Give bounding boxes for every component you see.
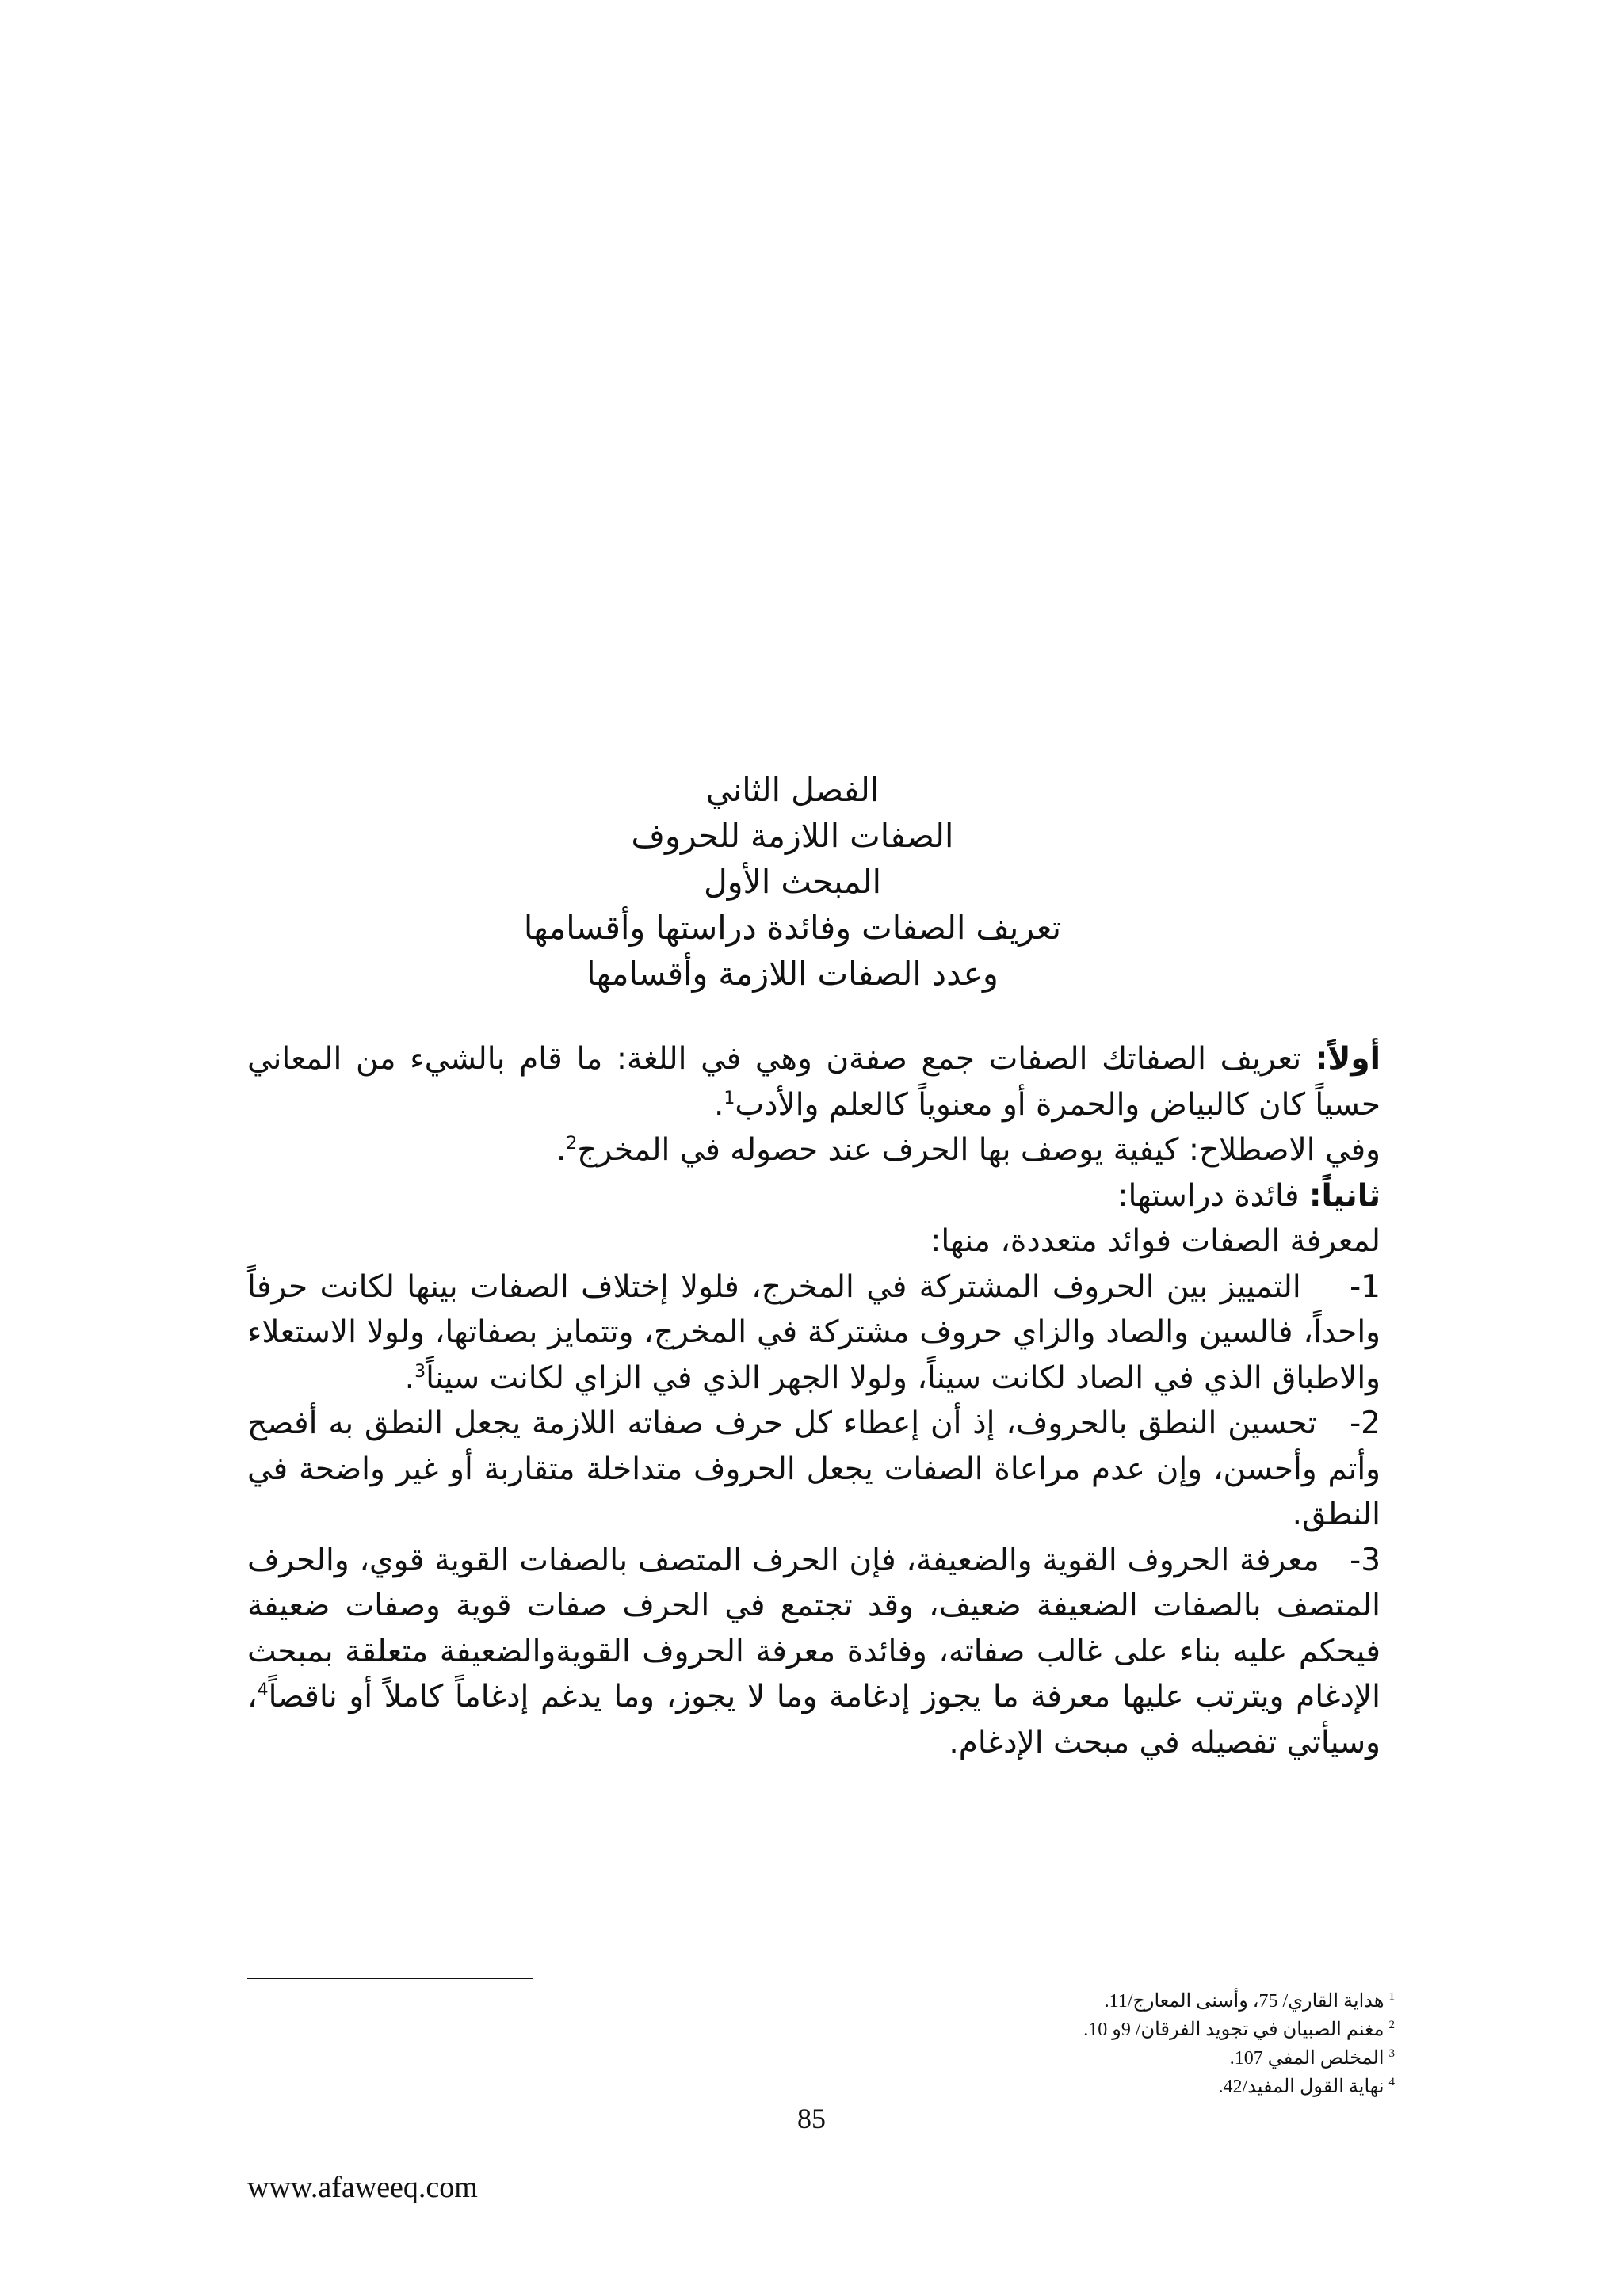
paragraph-benefit-heading: [247, 1173, 1381, 1219]
item-number: 2-: [1350, 1405, 1381, 1441]
item-text-tail: ، وسيأتي تفصيله في مبحث الإدغام.: [247, 1679, 1381, 1760]
item-number: 1-: [1350, 1268, 1381, 1305]
label-first: أولاً:: [1315, 1041, 1381, 1077]
body-text: [247, 1036, 1381, 1765]
period: .: [404, 1360, 415, 1396]
paragraph-definition-term: [247, 1127, 1381, 1173]
section-title: المبحث الأول: [703, 863, 882, 901]
period: .: [556, 1132, 567, 1168]
footnote-3: [872, 2044, 1395, 2073]
paragraph-benefits-intro: [247, 1219, 1381, 1264]
footnote-number: 2: [1388, 2019, 1395, 2031]
item-text: التمييز بين الحروف المشتركة في المخرج، فلولا إختلاف الصفات بينها لكانت حرفاً واحداً، فالسين والصاد والزاي حروف مشتركة في المخرج، وتتمايز بصفاتها، ولولا الاستعلاء والاطباق الذي في الصاد لكانت سيناً، ولولا الجهر الذي في الزاي لكانت سيناً: [247, 1268, 1381, 1396]
page-number: 85: [797, 2103, 826, 2134]
label-second: ثانياً:: [1308, 1177, 1381, 1214]
list-item-3: [247, 1538, 1381, 1766]
footnote-4: [872, 2073, 1395, 2101]
footnote-number: 4: [1388, 2076, 1395, 2088]
chapter-title: الفصل الثاني: [705, 771, 880, 809]
footnote-text: هداية القاري/ 75، وأسنى المعارج/11.: [1104, 1991, 1384, 2012]
chapter-subtitle: الصفات اللازمة للحروف: [631, 817, 954, 855]
footnote-number: 1: [1388, 1990, 1395, 2003]
list-item-2: [247, 1401, 1381, 1538]
website-link[interactable]: www.afaweeq.com: [247, 2171, 478, 2204]
footnote-ref-3[interactable]: 3: [414, 1361, 426, 1382]
definition-term-text: وفي الاصطلاح: كيفية يوصف بها الحرف عند حصوله في المخرج: [577, 1132, 1381, 1168]
footnote-text: نهاية القول المفيد/42.: [1218, 2077, 1384, 2097]
list-item-1: [247, 1264, 1381, 1402]
footnote-ref-1[interactable]: 1: [724, 1088, 735, 1108]
footnotes: [872, 1987, 1395, 2101]
definition-language-text: تعريف الصفاتك الصفات جمع صفةن وهي في اللغة: ما قام بالشيء من المعاني حسياً كان كالبياض والحمرة أو معنوياً كالعلم والأدب: [247, 1041, 1381, 1123]
footnote-text: مغنم الصبيان في تجويد الفرقان/ 9و 10.: [1083, 2019, 1384, 2040]
period: .: [714, 1086, 724, 1123]
benefits-intro-text: لمعرفة الصفات فوائد متعددة، منها:: [930, 1223, 1381, 1259]
footnote-ref-4[interactable]: 4: [257, 1680, 269, 1700]
item-text: معرفة الحروف القوية والضعيفة، فإن الحرف المتصف بالصفات القوية قوي، والحرف المتصف بالصفات الضعيفة ضعيف، وقد تجتمع في الحرف صفات قوية وصفات ضعيفة فيحكم عليه بناء على غالب صفاته، وفائدة معرفة الحروف القويةوالضعيفة متعلقة بمبحث الإدغام ويترتب عليها معرفة ما يجوز إدغامة وما لا يجوز، وما يدغم إدغاماً كاملاً أو ناقصاً: [247, 1542, 1381, 1714]
footnote-divider: [247, 1978, 533, 1979]
chapter-headings: [238, 767, 1347, 997]
paragraph-definition-language: [247, 1036, 1381, 1127]
item-number: 3-: [1350, 1542, 1381, 1578]
benefit-heading-text: فائدة دراستها:: [1117, 1177, 1300, 1214]
section-subtitle-2: وعدد الصفات اللازمة وأقسامها: [586, 955, 999, 993]
footnote-2: [872, 2016, 1395, 2044]
footnote-text: المخلص المفي 107.: [1229, 2048, 1384, 2069]
item-text: تحسين النطق بالحروف، إذ أن إعطاء كل حرف صفاته اللازمة يجعل النطق به أفصح وأتم وأحسن، وإن عدم مراعاة الصفات يجعل الحروف متداخلة متقاربة أو غير واضحة في النطق.: [247, 1405, 1381, 1532]
footnote-1: [872, 1987, 1395, 2016]
footnote-number: 3: [1388, 2047, 1395, 2060]
section-subtitle-1: تعريف الصفات وفائدة دراستها وأقسامها: [523, 909, 1062, 947]
footnote-ref-2[interactable]: 2: [566, 1134, 578, 1154]
